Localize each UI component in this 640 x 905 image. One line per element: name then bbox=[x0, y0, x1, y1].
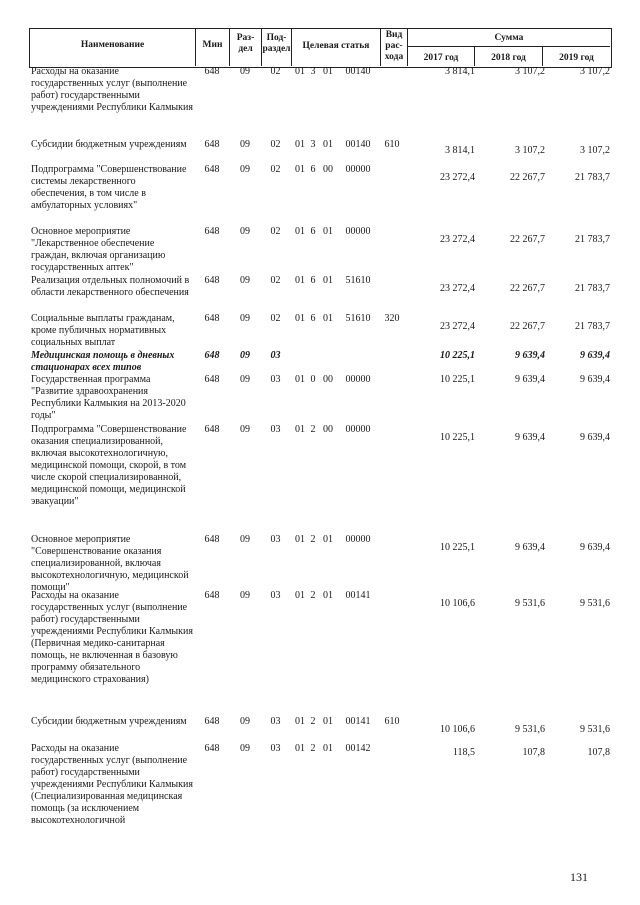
row-cs-subprogram: 3 bbox=[310, 139, 316, 150]
row-cs-subprogram: 2 bbox=[310, 424, 316, 435]
row-cs-code: 00141 bbox=[345, 716, 371, 727]
table-row bbox=[29, 374, 610, 424]
row-min: 648 bbox=[204, 313, 220, 324]
row-value-2018: 22 267,7 bbox=[510, 283, 545, 294]
row-cs-program: 01 bbox=[295, 590, 305, 601]
row-cs-subprogram: 2 bbox=[310, 534, 316, 545]
row-razdel: 09 bbox=[240, 534, 250, 545]
row-min: 648 bbox=[204, 424, 220, 435]
row-name: Расходы на оказание государственных услуг (выполнение работ) государственными учреждениями Республики Калмыкия bbox=[31, 66, 193, 113]
row-cs-event: 01 bbox=[323, 66, 333, 77]
row-cs-event: 01 bbox=[323, 716, 333, 727]
header-name: Наименование bbox=[80, 40, 145, 50]
header-year-2019: 2019 год bbox=[559, 53, 594, 63]
row-name: Основное мероприятие "Совершенствование оказания специализированной, включая высокотехнологичную, медицинской помощи" bbox=[31, 534, 189, 593]
row-podrazdel: 03 bbox=[270, 350, 281, 361]
row-razdel: 09 bbox=[240, 139, 250, 150]
table-row bbox=[29, 226, 610, 276]
row-cs-subprogram: 6 bbox=[310, 275, 316, 286]
table-row bbox=[29, 424, 610, 507]
row-cs-subprogram: 3 bbox=[310, 66, 316, 77]
row-razdel: 09 bbox=[240, 226, 250, 237]
row-razdel: 09 bbox=[240, 424, 250, 435]
row-value-2017: 23 272,4 bbox=[440, 234, 475, 245]
row-cs-subprogram: 6 bbox=[310, 226, 316, 237]
row-cs-subprogram: 2 bbox=[310, 716, 316, 727]
table-row bbox=[29, 590, 610, 685]
row-name: Субсидии бюджетным учреждениям bbox=[31, 139, 187, 150]
row-razdel: 09 bbox=[240, 313, 250, 324]
table-row bbox=[29, 534, 610, 593]
header-sum: Сумма bbox=[494, 33, 524, 43]
row-cs-event: 00 bbox=[323, 424, 333, 435]
row-razdel: 09 bbox=[240, 164, 250, 175]
row-value-2019: 9 639,4 bbox=[580, 542, 610, 553]
row-cs-code: 00140 bbox=[345, 139, 371, 150]
row-min: 648 bbox=[204, 534, 220, 545]
row-name: Государственная программа "Развитие здравоохранения Республики Калмыкия на 2013-2020 годы" bbox=[31, 374, 186, 421]
row-min: 648 bbox=[204, 66, 220, 77]
row-podrazdel: 02 bbox=[270, 164, 281, 175]
row-cs-event: 01 bbox=[323, 313, 333, 324]
table-row bbox=[29, 743, 610, 826]
row-value-2019: 107,8 bbox=[587, 747, 610, 758]
row-value-2018: 9 639,4 bbox=[515, 542, 545, 553]
row-cs-program: 01 bbox=[295, 164, 305, 175]
row-razdel: 09 bbox=[240, 350, 250, 361]
page-number: 131 bbox=[570, 870, 588, 884]
row-cs-event: 01 bbox=[323, 226, 333, 237]
row-min: 648 bbox=[204, 374, 220, 385]
header-min: Мин bbox=[202, 40, 223, 50]
row-name: Расходы на оказание государственных услуг (выполнение работ) государственными учреждениями Республики Калмыкия (Специализированная медицинская помощь (за исключением высокотехнологичной bbox=[31, 743, 193, 826]
row-value-2019: 21 783,7 bbox=[575, 321, 610, 332]
row-cs-event: 00 bbox=[323, 374, 333, 385]
row-cs-program: 01 bbox=[295, 313, 305, 324]
row-value-2017: 23 272,4 bbox=[440, 321, 475, 332]
row-name: Субсидии бюджетным учреждениям bbox=[31, 716, 187, 727]
row-value-2019: 9 531,6 bbox=[580, 724, 610, 735]
row-value-2017: 10 225,1 bbox=[440, 542, 475, 553]
row-podrazdel: 03 bbox=[270, 374, 281, 385]
header-vid: Вид рас- хода bbox=[384, 30, 404, 62]
row-cs-code: 00000 bbox=[345, 374, 371, 385]
row-min: 648 bbox=[204, 743, 220, 754]
row-value-2018: 22 267,7 bbox=[510, 321, 545, 332]
row-cs-program: 01 bbox=[295, 374, 305, 385]
row-value-2017: 10 106,6 bbox=[440, 598, 475, 609]
row-cs-code: 00000 bbox=[345, 424, 371, 435]
row-value-2018: 3 107,2 bbox=[515, 145, 545, 156]
row-value-2018: 9 531,6 bbox=[515, 724, 545, 735]
row-name: Социальные выплаты гражданам, кроме публичных нормативных социальных выплат bbox=[31, 313, 175, 348]
row-cs-program: 01 bbox=[295, 716, 305, 727]
row-podrazdel: 03 bbox=[270, 716, 281, 727]
row-razdel: 09 bbox=[240, 716, 250, 727]
row-podrazdel: 02 bbox=[270, 226, 281, 237]
row-vid: 320 bbox=[384, 313, 400, 324]
row-cs-code: 00000 bbox=[345, 534, 371, 545]
row-min: 648 bbox=[204, 226, 220, 237]
row-value-2019: 9 531,6 bbox=[580, 598, 610, 609]
row-cs-subprogram: 2 bbox=[310, 590, 316, 601]
row-value-2017: 10 225,1 bbox=[440, 350, 475, 361]
row-value-2017: 3 814,1 bbox=[445, 66, 475, 77]
row-cs-code: 51610 bbox=[345, 275, 371, 286]
row-cs-subprogram: 6 bbox=[310, 164, 316, 175]
row-value-2019: 21 783,7 bbox=[575, 283, 610, 294]
row-cs-event: 00 bbox=[323, 164, 333, 175]
row-podrazdel: 02 bbox=[270, 66, 281, 77]
header-year-2018: 2018 год bbox=[491, 53, 526, 63]
row-razdel: 09 bbox=[240, 590, 250, 601]
row-value-2019: 21 783,7 bbox=[575, 172, 610, 183]
row-value-2019: 9 639,4 bbox=[580, 432, 610, 443]
row-cs-program: 01 bbox=[295, 139, 305, 150]
row-min: 648 bbox=[204, 275, 220, 286]
row-value-2017: 118,5 bbox=[452, 747, 475, 758]
row-value-2018: 9 639,4 bbox=[515, 374, 545, 385]
row-value-2018: 9 639,4 bbox=[515, 432, 545, 443]
row-cs-subprogram: 0 bbox=[310, 374, 316, 385]
row-name: Медицинская помощь в дневных стационарах всех типов bbox=[31, 350, 175, 373]
row-razdel: 09 bbox=[240, 66, 250, 77]
row-value-2019: 3 107,2 bbox=[580, 145, 610, 156]
row-razdel: 09 bbox=[240, 374, 250, 385]
row-min: 648 bbox=[204, 716, 220, 727]
row-razdel: 09 bbox=[240, 743, 250, 754]
row-cs-subprogram: 2 bbox=[310, 743, 316, 754]
row-podrazdel: 02 bbox=[270, 275, 281, 286]
row-name: Подпрограмма "Совершенствование оказания специализированной, включая высокотехнологичную, медицинской помощи, скорой, в том числе скорой специализированной, медицинской помощи, медицинской эвакуации" bbox=[31, 424, 187, 507]
row-value-2017: 23 272,4 bbox=[440, 283, 475, 294]
row-podrazdel: 02 bbox=[270, 139, 281, 150]
row-cs-event: 01 bbox=[323, 139, 333, 150]
row-value-2017: 3 814,1 bbox=[445, 145, 475, 156]
row-podrazdel: 03 bbox=[270, 424, 281, 435]
row-value-2018: 107,8 bbox=[522, 747, 545, 758]
header-razdel: Раз- дел bbox=[236, 33, 255, 54]
row-min: 648 bbox=[204, 350, 220, 361]
table-row bbox=[29, 66, 610, 116]
row-podrazdel: 03 bbox=[270, 534, 281, 545]
row-cs-event: 01 bbox=[323, 590, 333, 601]
row-value-2017: 10 225,1 bbox=[440, 374, 475, 385]
row-cs-program: 01 bbox=[295, 534, 305, 545]
row-value-2018: 22 267,7 bbox=[510, 172, 545, 183]
row-cs-event: 01 bbox=[323, 743, 333, 754]
row-min: 648 bbox=[204, 590, 220, 601]
row-razdel: 09 bbox=[240, 275, 250, 286]
header-podrazdel: Под- раздел bbox=[262, 33, 291, 54]
row-value-2018: 9 639,4 bbox=[515, 350, 545, 361]
row-value-2017: 10 225,1 bbox=[440, 432, 475, 443]
row-vid: 610 bbox=[384, 139, 400, 150]
row-value-2018: 22 267,7 bbox=[510, 234, 545, 245]
row-cs-code: 00141 bbox=[345, 590, 371, 601]
row-cs-program: 01 bbox=[295, 66, 305, 77]
row-cs-code: 00142 bbox=[345, 743, 371, 754]
row-value-2019: 3 107,2 bbox=[580, 66, 610, 77]
row-cs-code: 00000 bbox=[345, 226, 371, 237]
row-value-2019: 21 783,7 bbox=[575, 234, 610, 245]
row-value-2018: 3 107,2 bbox=[515, 66, 545, 77]
header-article: Целевая статья bbox=[302, 41, 370, 51]
row-cs-program: 01 bbox=[295, 743, 305, 754]
row-cs-subprogram: 6 bbox=[310, 313, 316, 324]
row-value-2017: 23 272,4 bbox=[440, 172, 475, 183]
row-cs-code: 51610 bbox=[345, 313, 371, 324]
row-podrazdel: 02 bbox=[270, 313, 281, 324]
row-value-2019: 9 639,4 bbox=[580, 350, 610, 361]
row-podrazdel: 03 bbox=[270, 743, 281, 754]
header-year-2017: 2017 год bbox=[423, 53, 459, 63]
row-min: 648 bbox=[204, 164, 220, 175]
row-name: Подпрограмма "Совершенствование системы лекарственного обеспечения, в том числе в амбулаторных условиях" bbox=[31, 164, 187, 211]
row-cs-code: 00140 bbox=[345, 66, 371, 77]
row-name: Реализация отдельных полномочий в области лекарственного обеспечения bbox=[31, 275, 190, 298]
row-name: Расходы на оказание государственных услуг (выполнение работ) государственными учреждениями Республики Калмыкия (Первичная медико-санитарная помощь, не включенная в базовую программу обязательного медицинского страхования) bbox=[31, 590, 193, 685]
table-row bbox=[29, 164, 610, 214]
row-cs-program: 01 bbox=[295, 226, 305, 237]
row-value-2019: 9 639,4 bbox=[580, 374, 610, 385]
row-cs-event: 01 bbox=[323, 275, 333, 286]
row-min: 648 bbox=[204, 139, 220, 150]
row-cs-event: 01 bbox=[323, 534, 333, 545]
row-value-2018: 9 531,6 bbox=[515, 598, 545, 609]
row-cs-code: 00000 bbox=[345, 164, 371, 175]
row-podrazdel: 03 bbox=[270, 590, 281, 601]
row-cs-program: 01 bbox=[295, 275, 305, 286]
row-value-2017: 10 106,6 bbox=[440, 724, 475, 735]
row-vid: 610 bbox=[384, 716, 400, 727]
row-name: Основное мероприятие "Лекарственное обеспечение граждан, включая организацию государственных аптек" bbox=[31, 226, 166, 273]
row-cs-program: 01 bbox=[295, 424, 305, 435]
